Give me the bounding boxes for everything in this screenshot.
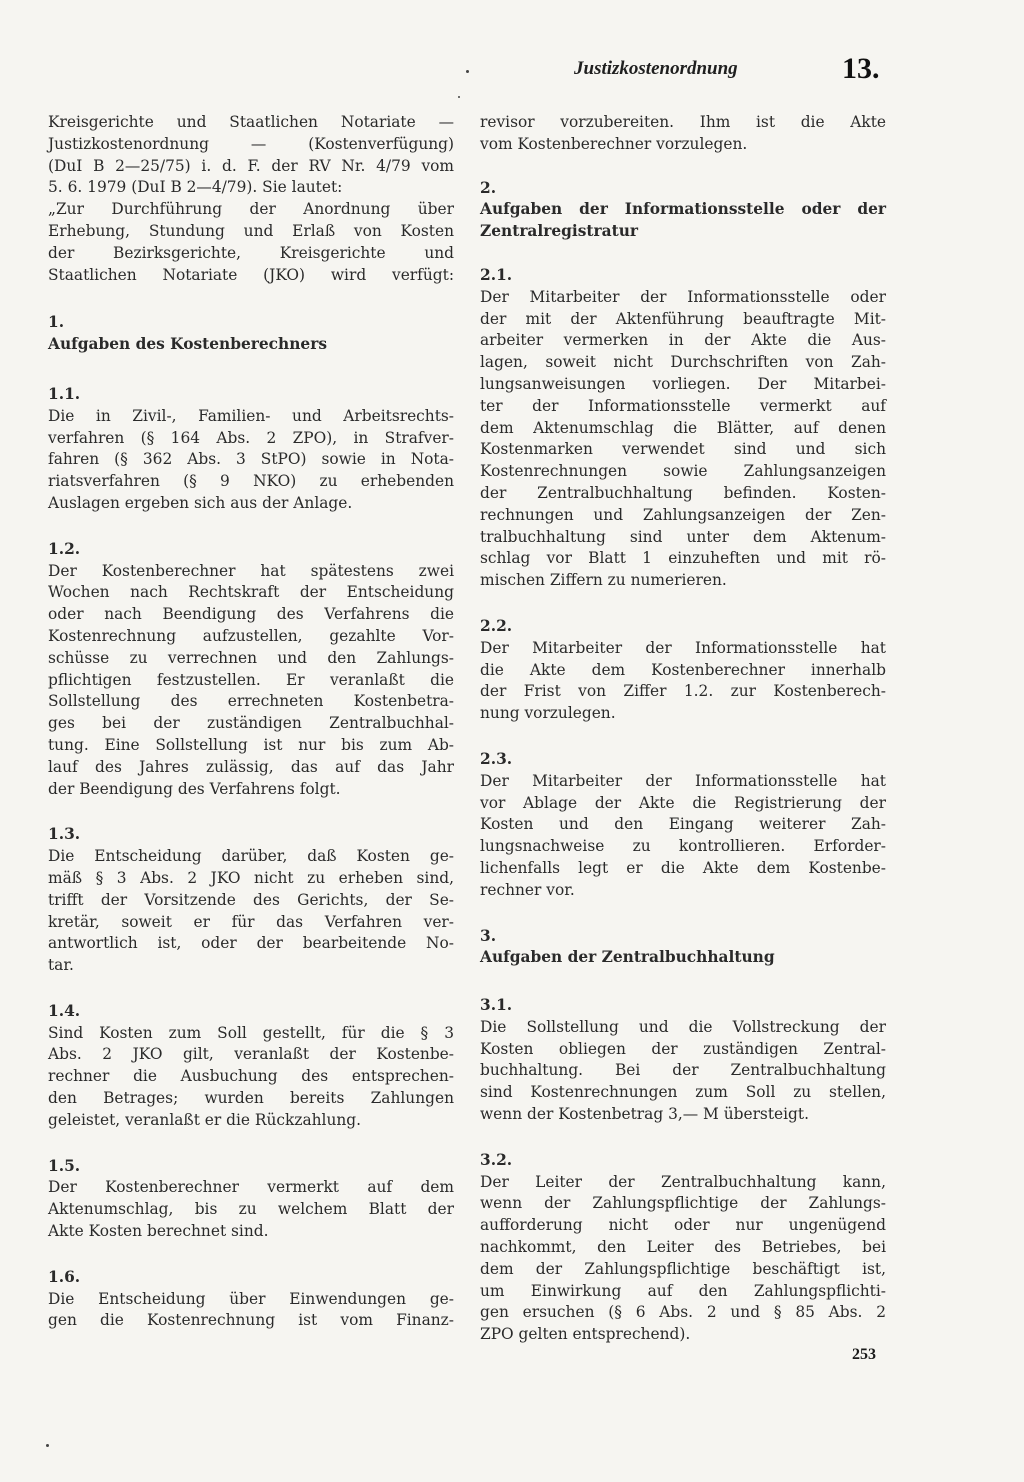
paragraph-number: 1.1. (48, 384, 81, 403)
text-line: der Zentralbuchhaltung befinden. Kosten- (480, 483, 886, 502)
text-line: Kosten und den Eingang weiterer Zah- (480, 815, 886, 834)
text-line: Abs. 2 JKO gilt, veranlaßt der Kostenbe- (48, 1045, 454, 1064)
text-line: Die Entscheidung darüber, daß Kosten ge- (48, 847, 454, 866)
text-line: der mit der Aktenführung beauftragte Mit- (480, 309, 886, 328)
text-line: pflichtigen festzustellen. Er veranlaßt die (48, 670, 454, 689)
text-line: Der Kostenberechner vermerkt auf dem (48, 1178, 454, 1197)
text-line: wenn der Zahlungspflichtige der Zahlungs- (480, 1194, 886, 1213)
text-line: mäß § 3 Abs. 2 JKO nicht zu erheben sind, (48, 868, 454, 887)
running-header-title: Justizkostenordnung (574, 58, 738, 79)
text-line: geleistet, veranlaßt er die Rückzahlung. (48, 1110, 362, 1129)
section-heading: Aufgaben der Zentralbuchhaltung (480, 948, 775, 967)
text-line: lungsnachweise zu kontrollieren. Erforder- (480, 837, 886, 856)
text-line: antwortlich ist, oder der bearbeitende No- (48, 934, 454, 953)
paragraph-number: 2.3. (480, 749, 513, 768)
text-line: Kosten obliegen der zuständigen Zentral- (480, 1039, 886, 1058)
text-line: rechnungen und Zahlungsanzeigen der Zen- (480, 505, 886, 524)
paragraph-number: 1.4. (48, 1001, 81, 1020)
text-line: Wochen nach Rechtskraft der Entscheidung (48, 583, 454, 602)
text-line: Die Entscheidung über Einwendungen ge- (48, 1289, 454, 1308)
text-line: 5. 6. 1979 (DuI B 2—4/79). Sie lautet: (48, 178, 343, 197)
paragraph-number: 1.2. (48, 539, 81, 558)
section-number: 2. (480, 178, 497, 197)
paragraph-number: 3.2. (480, 1150, 513, 1169)
section-heading: Zentralregistratur (480, 222, 639, 241)
text-line: Kostenmarken verwendet sind und sich (480, 440, 886, 459)
section-heading: Aufgaben des Kostenberechners (48, 335, 327, 354)
text-line: Sind Kosten zum Soll gestellt, für die § 3 (48, 1023, 454, 1042)
text-line: sind Kostenrechnungen zum Soll zu stellen, (480, 1083, 886, 1102)
paragraph-number: 2.2. (480, 616, 513, 635)
text-line: lichenfalls legt er die Akte dem Kostenbe- (480, 858, 886, 877)
paragraph-number: 2.1. (480, 265, 513, 284)
text-line: Kreisgerichte und Staatlichen Notariate — (48, 113, 454, 131)
text-line: Die in Zivil-, Familien- und Arbeitsrechts- (48, 406, 454, 425)
right-column (480, 112, 886, 1346)
text-line: revisor vorzubereiten. Ihm ist die Akte (480, 113, 886, 131)
text-line: der Frist von Ziffer 1.2. zur Kostenberech- (480, 682, 886, 701)
text-line: riatsverfahren (§ 9 NKO) zu erhebenden (48, 472, 454, 491)
section-heading: Aufgaben der Informationsstelle oder der (480, 200, 886, 219)
paragraph-number: 1.3. (48, 825, 81, 844)
text-line: rechner die Ausbuchung des entsprechen- (48, 1067, 454, 1086)
text-line: trifft der Vorsitzende des Gerichts, der Se- (48, 890, 454, 909)
left-column (48, 112, 454, 1332)
text-line: vom Kostenberechner vorzulegen. (480, 134, 748, 153)
scan-speck (46, 1444, 49, 1447)
text-line: der Beendigung des Verfahrens folgt. (48, 779, 341, 798)
text-line: (DuI B 2—25/75) i. d. F. der RV Nr. 4/79 vom (48, 156, 454, 175)
scan-speck (458, 96, 460, 98)
paragraph-number: 1.6. (48, 1267, 81, 1286)
text-line: der Bezirksgerichte, Kreisgerichte und (48, 243, 454, 262)
text-line: Justizkostenordnung — (Kostenverfügung) (48, 134, 454, 153)
text-line: buchhaltung. Bei der Zentralbuchhaltung (480, 1061, 886, 1080)
text-line: Der Leiter der Zentralbuchhaltung kann, (480, 1172, 886, 1191)
text-line: den Betrages; wurden bereits Zahlungen (48, 1089, 454, 1108)
text-line: Der Mitarbeiter der Informationsstelle hat (480, 771, 886, 790)
text-line: rechner vor. (480, 880, 575, 899)
text-line: Der Mitarbeiter der Informationsstelle hat (480, 638, 886, 657)
text-line: Der Mitarbeiter der Informationsstelle oder (480, 287, 886, 306)
text-line: Akte Kosten berechnet sind. (48, 1222, 269, 1241)
text-line: tung. Eine Sollstellung ist nur bis zum Ab- (48, 735, 454, 754)
text-line: verfahren (§ 164 Abs. 2 ZPO), in Strafver- (48, 428, 454, 447)
section-number: 1. (48, 313, 65, 332)
text-line: nachkommt, den Leiter des Betriebes, bei (480, 1238, 886, 1257)
text-line: tar. (48, 956, 74, 975)
text-line: wenn der Kostenbetrag 3,— M übersteigt. (480, 1105, 809, 1124)
text-line: dem der Zahlungspflichtige beschäftigt ist, (480, 1259, 886, 1278)
text-line: ges bei der zuständigen Zentralbuchhal- (48, 714, 454, 733)
paragraph-number: 1.5. (48, 1156, 81, 1175)
text-line: Kostenrechnung aufzustellen, gezahlte Vor- (48, 626, 454, 645)
text-line: fahren (§ 362 Abs. 3 StPO) sowie in Nota- (48, 450, 454, 469)
text-line: Sollstellung des errechneten Kostenbetra- (48, 692, 454, 711)
text-line: schlag vor Blatt 1 einzuheften und mit rö- (480, 549, 886, 568)
paragraph-number: 3.1. (480, 996, 513, 1015)
text-line: mischen Ziffern zu numerieren. (480, 571, 727, 590)
chapter-number: 13. (842, 52, 880, 85)
text-line: aufforderung nicht oder nur ungenügend (480, 1216, 886, 1235)
section-number: 3. (480, 926, 497, 945)
text-line: die Akte dem Kostenberechner innerhalb (480, 660, 886, 679)
text-line: gen ersuchen (§ 6 Abs. 2 und § 85 Abs. 2 (480, 1303, 886, 1322)
text-line: lauf des Jahres zulässig, das auf das Jahr (48, 757, 454, 776)
text-line: „Zur Durchführung der Anordnung über (48, 200, 454, 219)
text-line: Erhebung, Stundung und Erlaß von Kosten (48, 221, 454, 240)
text-line: lungsanweisungen vorliegen. Der Mitarbei- (480, 374, 886, 393)
text-line: Die Sollstellung und die Vollstreckung der (480, 1017, 886, 1036)
text-line: vor Ablage der Akte die Registrierung der (480, 793, 886, 812)
text-line: ter der Informationsstelle vermerkt auf (480, 396, 886, 415)
text-line: Kostenrechnungen sowie Zahlungsanzeigen (480, 462, 886, 481)
text-line: Aktenumschlag, bis zu welchem Blatt der (48, 1200, 454, 1219)
text-line: Der Kostenberechner hat spätestens zwei (48, 561, 454, 580)
text-line: dem Aktenumschlag die Blätter, auf denen (480, 418, 886, 437)
text-line: kretär, soweit er für das Verfahren ver- (48, 912, 454, 931)
text-line: tralbuchhaltung sind unter dem Aktenum- (480, 527, 886, 546)
text-line: lagen, soweit nicht Durchschriften von Zah- (480, 353, 886, 372)
text-line: um Einwirkung auf den Zahlungspflichti- (480, 1281, 886, 1300)
text-line: oder nach Beendigung des Verfahrens die (48, 605, 454, 624)
scan-speck (466, 70, 469, 73)
text-line: ZPO gelten entsprechend). (480, 1325, 691, 1344)
text-line: gen die Kostenrechnung ist vom Finanz- (48, 1311, 454, 1330)
text-line: Auslagen ergeben sich aus der Anlage. (48, 493, 353, 512)
page-number: 253 (852, 1346, 876, 1363)
text-line: nung vorzulegen. (480, 704, 616, 723)
text-line: Staatlichen Notariate (JKO) wird verfügt: (48, 265, 454, 284)
text-line: schüsse zu verrechnen und den Zahlungs- (48, 648, 454, 667)
text-line: arbeiter vermerken in der Akte die Aus- (480, 331, 886, 350)
